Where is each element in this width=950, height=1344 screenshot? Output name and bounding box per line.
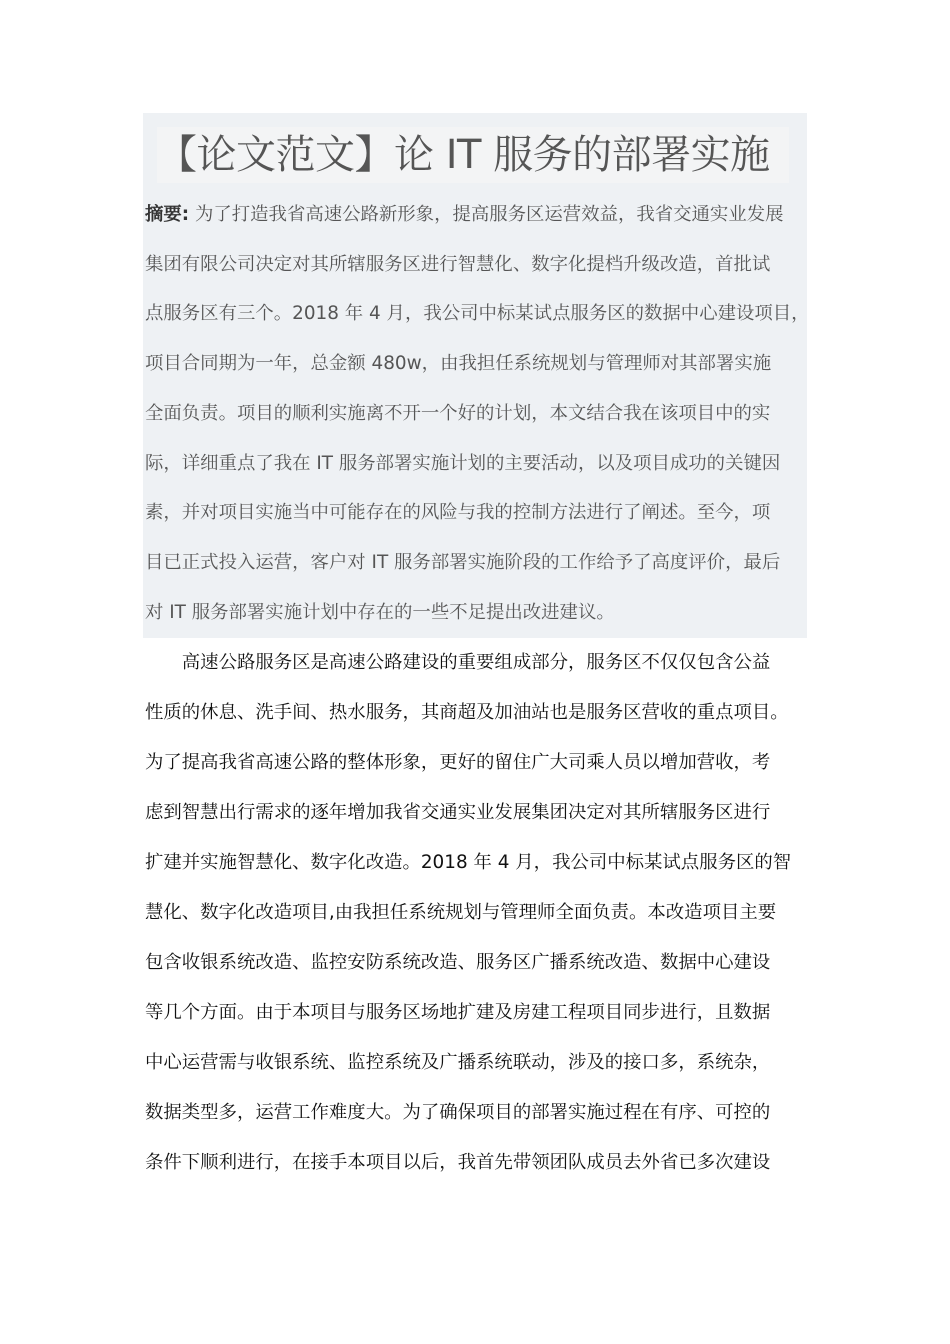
body-line: 高速公路服务区是高速公路建设的重要组成部分，服务区不仅仅包含公益 (145, 652, 771, 673)
abstract-line (145, 501, 770, 525)
abstract-line (145, 601, 615, 625)
abstract-line (145, 253, 770, 277)
body-line: 条件下顺利进行，在接手本项目以后，我首先带领团队成员去外省已多次建设 (145, 1152, 771, 1173)
abstract-line-text: 目已正式投入运营，客户对 IT 服务部署实施阶段的工作给予了高度评价，最后 (145, 551, 781, 573)
abstract-line-text: 集团有限公司决定对其所辖服务区进行智慧化、数字化提档升级改造，首批试 (145, 253, 771, 275)
abstract-line (145, 452, 780, 476)
document-title: 【论文范文】论 IT 服务的部署实施 (157, 132, 770, 178)
abstract-line (145, 551, 780, 575)
abstract-line-text: 全面负责。项目的顺利实施离不开一个好的计划，本文结合我在该项目中的实 (145, 402, 771, 424)
body-line: 慧化、数字化改造项目,由我担任系统规划与管理师全面负责。本改造项目主要 (145, 902, 777, 923)
abstract-line (145, 302, 810, 326)
abstract-line-text: 素，并对项目实施当中可能存在的风险与我的控制方法进行了阐述。至今，项 (145, 502, 771, 524)
body-line: 数据类型多，运营工作难度大。为了确保项目的部署实施过程在有序、可控的 (145, 1102, 771, 1123)
abstract-line-text: 对 IT 服务部署实施计划中存在的一些不足提出改进建议。 (145, 601, 615, 623)
abstract-line (145, 402, 770, 426)
body-line: 包含收银系统改造、监控安防系统改造、服务区广播系统改造、数据中心建设 (145, 952, 771, 973)
body-line: 等几个方面。由于本项目与服务区场地扩建及房建工程项目同步进行，且数据 (145, 1002, 771, 1023)
abstract-line-text: 际，详细重点了我在 IT 服务部署实施计划的主要活动，以及项目成功的关键因 (145, 452, 781, 474)
abstract-label: 摘要: (145, 204, 190, 225)
abstract-line-text: 为了打造我省高速公路新形象，提高服务区运营效益，我省交通实业发展 (189, 204, 784, 225)
abstract-line-text: 项目合同期为一年，总金额 480w，由我担任系统规划与管理师对其部署实施 (145, 353, 772, 375)
abstract-line (145, 203, 784, 227)
abstract-line (145, 352, 771, 376)
body-line: 为了提高我省高速公路的整体形象，更好的留住广大司乘人员以增加营收，考 (145, 752, 771, 773)
body-line: 性质的休息、洗手间、热水服务，其商超及加油站也是服务区营收的重点项目。 (145, 702, 789, 723)
body-line: 扩建并实施智慧化、数字化改造。2018 年 4 月，我公司中标某试点服务区的智 (145, 852, 792, 873)
abstract-line-text: 点服务区有三个。2018 年 4 月，我公司中标某试点服务区的数据中心建设项目， (145, 303, 810, 325)
body-line: 中心运营需与收银系统、监控系统及广播系统联动，涉及的接口多，系统杂， (145, 1052, 771, 1073)
body-line: 虑到智慧出行需求的逐年增加我省交通实业发展集团决定对其所辖服务区进行 (145, 802, 771, 823)
